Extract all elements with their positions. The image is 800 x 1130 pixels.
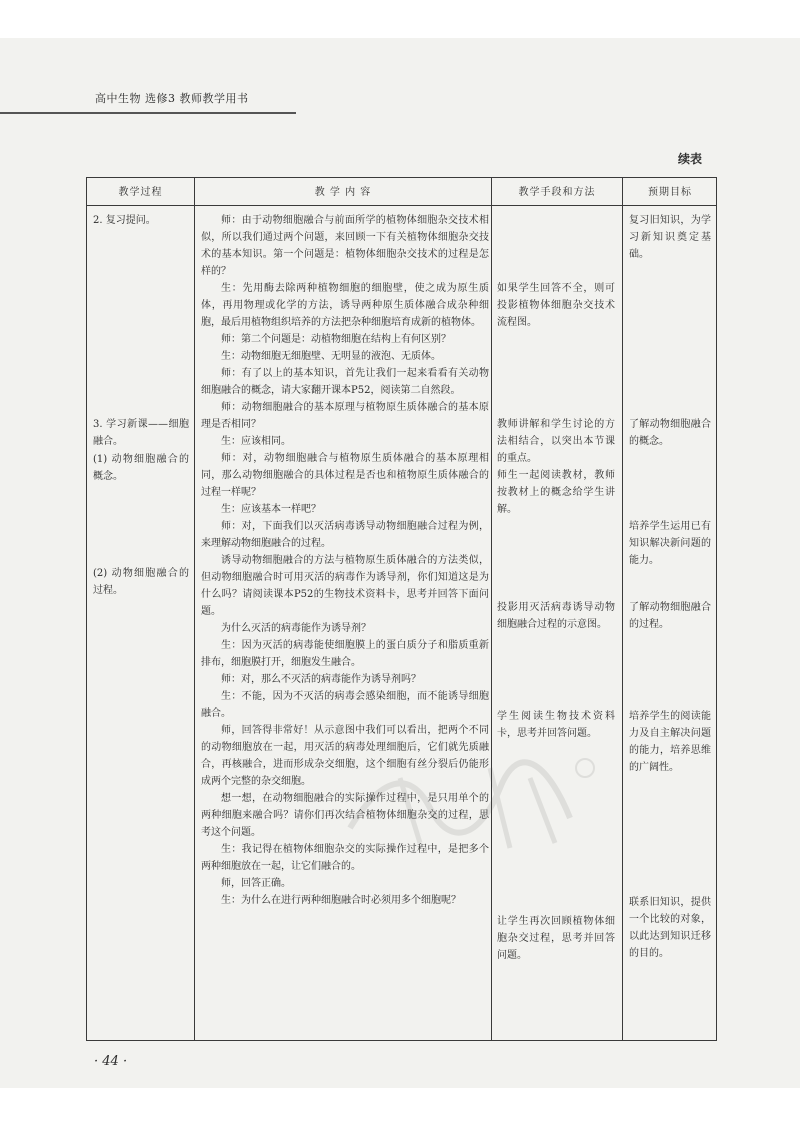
- method-6: 让学生再次回顾植物体细胞杂交过程，思考并回答问题。: [497, 916, 615, 961]
- goal-6: 联系旧知识，提供一个比较的对象，以此达到知识迁移的目的。: [629, 897, 711, 959]
- header-goal: 预期目标: [648, 187, 692, 198]
- method-1: 如果学生回答不全，则可投影植物体细胞杂交技术流程图。: [497, 283, 615, 328]
- header-divider: [87, 205, 716, 206]
- page-number: · 44 ·: [94, 1054, 128, 1069]
- header-method: 教学手段和方法: [518, 187, 596, 198]
- process-concept: (1) 动物细胞融合的概念。: [93, 454, 189, 482]
- goal-2: 了解动物细胞融合的概念。: [629, 419, 711, 447]
- content-block: 师：由于动物细胞融合与前面所学的植物体细胞杂交技术相似，所以我们通过两个问题，来回顾一下有关植物体细胞杂交技术的基本知识。第一个问题是：植物体细胞杂交技术的过程是怎样的？ 生：先用酶去除两种植物细胞的细胞壁，使之成为原生质体，再用物理或化学的方法，诱导两种原生质体融合成杂种细胞，最后用植物组织培养的方法把杂种细胞培育成新的植物体。 师：第二个问题是：动植物细胞在结构上有何区别？ 生：动物细胞无细胞壁、无明显的液泡、无质体。 师：有了以上的基本知识，首先让我们一起来看看有关动物细胞融合的概念，请大家翻开课本P52，阅读第二自然段。 师：动物细胞融合的基本原理与植物原生质体融合的基本原理是否相同？ 生：应该相同。 师：对，动物细胞融合与植物原生质体融合的基本原理相同，那么动物细胞融合的具体过程是否也和植物原生质体融合的过程一样呢？ 生：应该基本一样吧？ 师：对，下面我们以灭活病毒诱导动物细胞融合过程为例，来理解动物细胞融合的过程。 诱导动物细胞融合的方法与植物原生质体融合的方法类似，但动物细胞融合时可用灭活的病毒作为诱导剂，你们知道这是为什么吗？请阅读课本P52的生物技术资料卡，思考并回答下面问题。 为什么灭活的病毒能作为诱导剂？ 生：因为灭活的病毒能使细胞膜上的蛋白质分子和脂质重新排布，细胞膜打开，细胞发生融合。 师：对，那么不灭活的病毒能作为诱导剂吗？ 生：不能，因为不灭活的病毒会感染细胞，而不能诱导细胞融合。 师，回答得非常好！从示意图中我们可以看出，把两个不同的动物细胞放在一起，用灭活的病毒处理细胞后，它们就先质融合，再核融合，进而形成杂交细胞，这个细胞有丝分裂后仍能形成两个完整的杂交细胞。 想一想，在动物细胞融合的实际操作过程中，是只用单个的两种细胞来融合吗？请你们再次结合植物体细胞杂交的过程，思考这个问题。 生：我记得在植物体细胞杂交的实际操作过程中，是把多个两种细胞放在一起，让它们融合的。 师，回答正确。 生：为什么在进行两种细胞融合时必须用多个细胞呢？: [201, 215, 489, 906]
- method-2: 教师讲解和学生讨论的方法相结合，以突出本节课的重点。: [497, 419, 615, 464]
- continued-label: 续表: [678, 152, 703, 166]
- running-header: [0, 84, 296, 114]
- method-3: 师生一起阅读教材，教师按教材上的概念给学生讲解。: [497, 470, 615, 515]
- goal-5: 培养学生的阅读能力及自主解决问题的能力，培养思维的广阔性。: [629, 711, 711, 773]
- goal-4: 了解动物细胞融合的过程。: [629, 602, 711, 630]
- method-4: 投影用灭活病毒诱导动物细胞融合过程的示意图。: [497, 602, 615, 630]
- process-new-lesson: 3. 学习新课——细胞融合。: [93, 419, 189, 447]
- header-content: 教 学 内 容: [314, 187, 372, 198]
- lesson-table: [86, 177, 717, 1041]
- goal-1: 复习旧知识，为学习新知识奠定基础。: [629, 215, 711, 260]
- column-divider: [194, 178, 195, 1040]
- header-text: 高中生物 选修3 教师教学用书: [95, 92, 249, 105]
- method-5: 学生阅读生物技术资料卡，思考并回答问题。: [497, 711, 615, 739]
- column-divider: [491, 178, 492, 1040]
- process-review: 2. 复习提问。: [93, 215, 156, 226]
- column-divider: [622, 178, 623, 1040]
- header-process: 教学过程: [118, 187, 163, 198]
- goal-3: 培养学生运用已有知识解决新问题的能力。: [629, 521, 711, 566]
- process-procedure: (2) 动物细胞融合的过程。: [93, 568, 189, 596]
